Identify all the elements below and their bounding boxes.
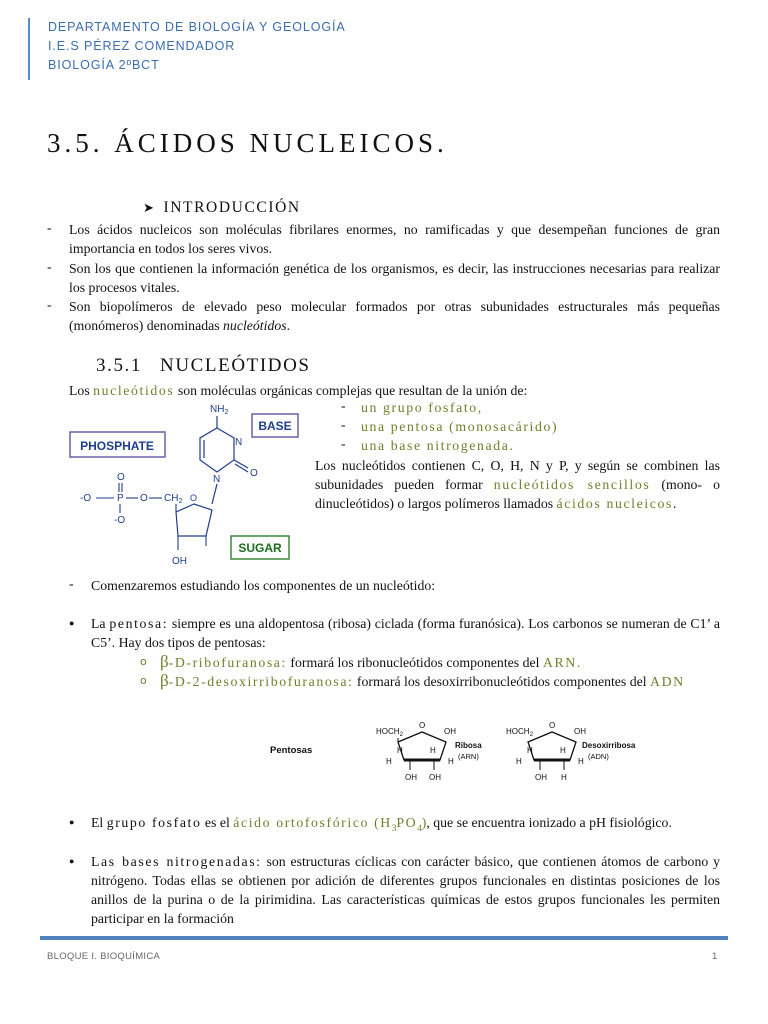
department-line: DEPARTAMENTO DE BIOLOGÍA Y GEOLOGÍA [48, 20, 346, 34]
pentosa-term: pentosa: [109, 616, 169, 631]
section-number: 3.5.1 [96, 355, 142, 376]
deoxyribose-structure [506, 721, 636, 782]
fosfato-paragraph [91, 813, 720, 838]
o-label: O [117, 472, 125, 483]
acid-name: ácido ortofosfórico (H [233, 815, 392, 830]
arrow-bullet-icon: ➤ [143, 201, 156, 216]
ribose-structure [376, 721, 482, 782]
o-label: O [549, 721, 556, 730]
dash-marker: - [341, 436, 346, 451]
option-2-text: formará los desoxirribonucleótidos componentes del [353, 674, 651, 689]
o-label: O [419, 721, 426, 730]
component-pentose: una pentosa (monosacárido) [361, 419, 559, 434]
fosfato-term: grupo fosfato [106, 815, 202, 830]
section-heading [96, 355, 311, 377]
ribose-label: Ribosa [455, 741, 482, 750]
course-line: BIOLOGÍA 2ºBCT [48, 58, 160, 72]
intro-item-3-text: Son biopolímeros de elevado peso molecular formados por otras subunidades estructurales más pequeñas (monómeros) denominadas [69, 299, 720, 333]
school-line: I.E.S PÉREZ COMENDADOR [48, 39, 236, 53]
para-text-2: (mono- o dinucleótidos) o largos polímeros llamados [315, 477, 720, 511]
oh-label: OH [405, 773, 417, 782]
intro-item-3 [69, 297, 720, 335]
circle-bullet-icon: o [140, 674, 147, 687]
bases-text: son estructuras cíclicas con carácter básico, que contienen átomos de carbono y nitrógeno. Todas ellas se obtienen por adición de diferentes grupos funcionales en distintas posiciones de los anillos de la purina o de la pirimidina. Las características químicas de estos grupos funcionales les permiten participar en la formación [91, 854, 720, 926]
pentoses-label: Pentosas [270, 745, 313, 756]
pentoses-figure [248, 712, 648, 788]
fosfato-mid: es el [201, 815, 234, 830]
furanose-ring [176, 504, 212, 536]
o-label: O [250, 468, 258, 479]
acid-close: ) [421, 815, 427, 830]
sugar-label: SUGAR [238, 541, 282, 555]
fosfato-rest: , que se encuentra ionizado a pH fisiológico. [426, 815, 672, 830]
h-label: H [430, 746, 436, 755]
bullet-icon: ● [69, 856, 75, 866]
p-label: P [117, 493, 124, 504]
acid-sub-4: 4 [417, 822, 422, 833]
oh-label: OH [429, 773, 441, 782]
n-label: N [235, 437, 243, 448]
intro-heading-text: INTRODUCCIÓN [163, 199, 301, 216]
pyrimidine-ring [200, 428, 234, 472]
option-2-term: -D-2-desoxirribofuranosa: [168, 674, 354, 689]
option-2-acronym: ADN [650, 674, 685, 689]
pentosa-option-1 [160, 652, 720, 672]
bases-term: Las bases nitrogenadas: [91, 854, 262, 869]
intro-item-2: Son los que contienen la información genética de los organismos, es decir, las instrucciones necesarias para realizar los procesos vitales. [69, 261, 720, 295]
page-title: 3.5. ÁCIDOS NUCLEICOS. [47, 128, 448, 158]
nucleotide-paragraph [315, 456, 720, 513]
bond [235, 464, 248, 472]
intro-item-1: Los ácidos nucleicos son moléculas fibrilares enormes, no ramificadas y que desempeñan funciones de gran importancia en todos los seres vivos. [69, 222, 720, 256]
intro-post: son moléculas orgánicas complejas que resultan de la unión de: [174, 383, 528, 398]
h-label: H [448, 757, 454, 766]
h-label: H [386, 757, 392, 766]
bases-paragraph [91, 852, 720, 928]
intro-heading [143, 199, 301, 217]
para-term-1: nucleótidos sencillos [493, 477, 651, 492]
para-text-1: Los nucleótidos contienen C, O, H, N y P, y según se combinen las subunidades pueden formar [315, 458, 720, 492]
o-label: O [140, 493, 148, 504]
oh-label: OH [574, 727, 586, 736]
hoch2-label: $HOCH_2$ [376, 727, 403, 738]
nucleotide-diagram [64, 400, 304, 568]
option-1-term: -D-ribofuranosa: [168, 655, 287, 670]
para-term-2: ácidos nucleicos [556, 496, 673, 511]
h-label: H [578, 757, 584, 766]
glycosidic-bond [212, 484, 217, 504]
h-label: H [561, 773, 567, 782]
h-label: H [516, 757, 522, 766]
component-base: una base nitrogenada. [361, 438, 515, 453]
h-label: H [397, 746, 403, 755]
para-text-3: . [672, 496, 677, 511]
h-label: H [560, 746, 566, 755]
n-label: N [213, 474, 221, 485]
beta-symbol: β [160, 652, 169, 671]
oh-label: OH [172, 556, 187, 567]
oh-label: OH [444, 727, 456, 736]
dash-marker: - [341, 417, 346, 432]
bullet-icon: ● [69, 618, 75, 628]
arn-label: (ARN) [458, 752, 479, 761]
hoch2-label: $HOCH_2$ [506, 727, 533, 738]
component-phosphate: un grupo fosfato, [361, 400, 483, 415]
dash-marker: - [69, 576, 74, 591]
intro-item-3-em: nucleótidos [223, 318, 287, 333]
pentosa-text: siempre es una aldopentosa (ribosa) ciclada (forma furanósica). Los carbonos se numeran de C1’ a C5’. Hay dos tipos de pentosas: [91, 616, 720, 650]
option-1-acronym: ARN. [542, 655, 582, 670]
dash-marker: - [47, 259, 52, 274]
footer-divider [40, 936, 728, 940]
nh2-label: $NH_2$ [210, 404, 229, 416]
pentosa-paragraph [91, 614, 720, 652]
fosfato-lead: El [91, 815, 107, 830]
section-title: NUCLEÓTIDOS [160, 355, 311, 376]
ch2-label: $CH_2$ [164, 493, 183, 505]
phosphate-label: PHOSPHATE [80, 439, 154, 453]
intro-term: nucleótidos [93, 383, 175, 398]
o-minus-label: -O [114, 515, 126, 526]
oh-label: OH [535, 773, 547, 782]
footer-label: BLOQUE I. BIOQUÍMICA [47, 951, 161, 962]
beta-symbol: β [160, 671, 169, 690]
bullet-icon: ● [69, 817, 75, 827]
dash-marker: - [47, 297, 52, 312]
dash-marker: - [341, 398, 346, 413]
page-number: 1 [712, 951, 718, 962]
o-minus-label: -O [80, 493, 92, 504]
adn-label: (ADN) [588, 752, 609, 761]
components-intro: Comenzaremos estudiando los componentes de un nucleótido: [91, 578, 436, 593]
document-header [28, 18, 346, 80]
pentosa-option-2 [160, 671, 720, 691]
intro-item-3-end: . [286, 318, 291, 333]
circle-bullet-icon: o [140, 655, 147, 668]
deoxyribose-label: Desoxirribosa [582, 741, 636, 750]
pentosa-lead: La [91, 616, 110, 631]
option-1-text: formará los ribonucleótidos componentes del [286, 655, 543, 670]
h-label: H [527, 746, 533, 755]
base-label: BASE [258, 419, 292, 433]
dash-marker: - [47, 220, 52, 235]
acid-po: PO [396, 815, 418, 830]
acid-sub-3: 3 [391, 822, 397, 833]
o-label: O [190, 493, 198, 503]
intro-pre: Los [69, 383, 94, 398]
